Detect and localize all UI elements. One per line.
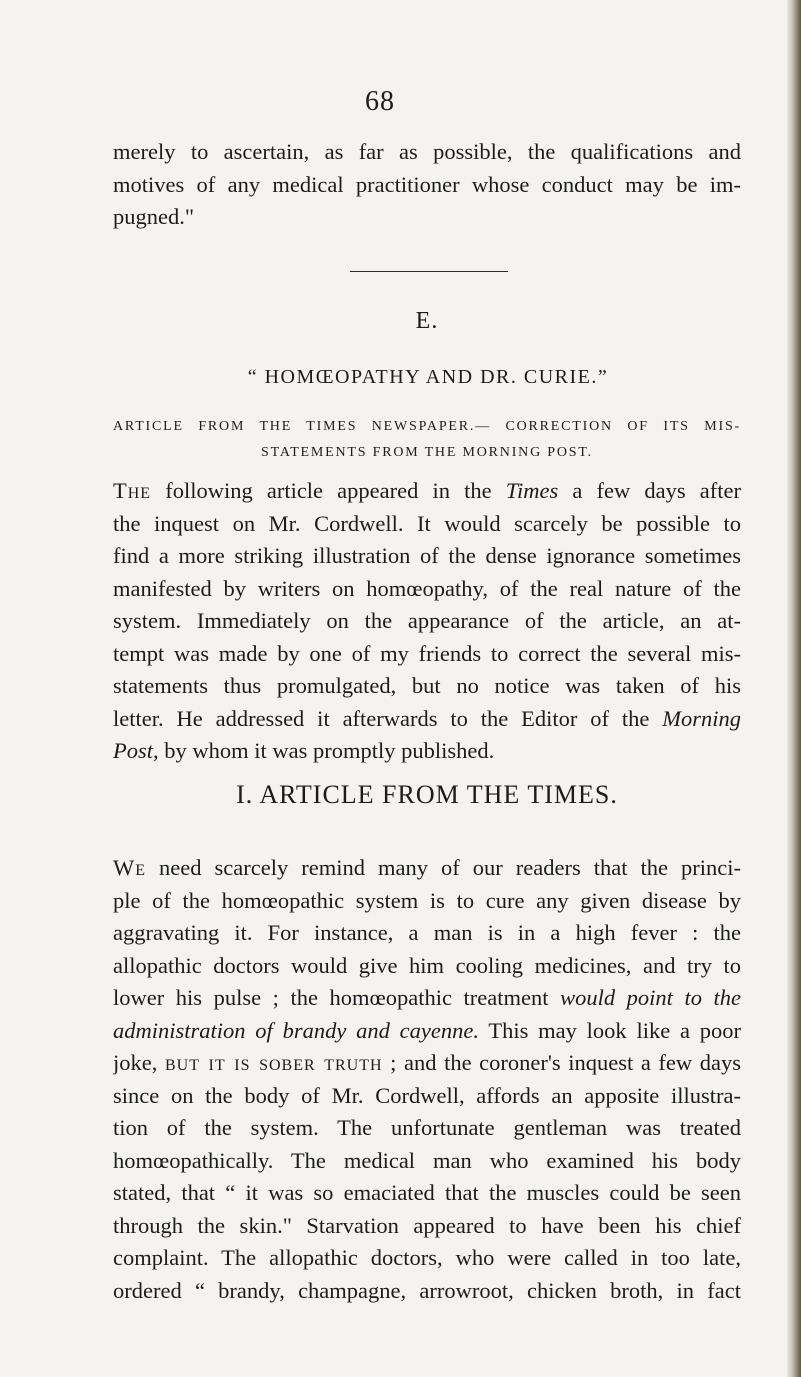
text-line: stated, that “ it was so emaciated that the muscles could be seen: [113, 1180, 741, 1205]
text-line: Post, by whom it was promptly published.: [113, 738, 495, 763]
small-caps-phrase: but it is sober truth: [164, 1050, 383, 1075]
text-line: through the skin." Starvation appeared to have been his chief: [113, 1212, 741, 1238]
text-line: ordered “ brandy, champagne, arrowroot, chicken broth, in fact: [113, 1277, 741, 1303]
section-divider: [350, 271, 508, 272]
text-line: complaint. The allopathic doctors, who were called in too late,: [113, 1245, 741, 1270]
opening-paragraph: [113, 136, 741, 234]
section-letter: E.: [415, 308, 439, 334]
text-line: administration of brandy and cayenne. This may look like a poor: [113, 1017, 741, 1043]
text-line: statements thus promulgated, but no notice was taken of his: [113, 673, 741, 698]
text-line: We need scarcely remind many of our readers that the princi-: [113, 855, 741, 880]
text-line: manifested by writers on homœopathy, of the real nature of the: [113, 575, 741, 601]
drop-word: The: [113, 478, 152, 503]
newspaper-name: Post,: [113, 738, 159, 763]
subheading-line: ARTICLE FROM THE TIMES NEWSPAPER.— CORRECTION OF ITS MIS-: [113, 419, 741, 434]
text-line: aggravating it. For instance, a man is in a high fever : the: [113, 920, 741, 945]
newspaper-name: Morning: [662, 705, 741, 731]
italic-phrase: administration of brandy and cayenne.: [113, 1017, 479, 1043]
text-line: homœopathically. The medical man who examined his body: [113, 1147, 741, 1173]
intro-paragraph: [113, 475, 741, 768]
section-title: “ HOMŒOPATHY AND DR. CURIE.”: [247, 366, 609, 388]
article-title: I. ARTICLE FROM THE TIMES.: [236, 780, 618, 809]
article-paragraph: [113, 852, 741, 1307]
text-line: since on the body of Mr. Cordwell, affords an apposite illustra-: [113, 1082, 741, 1108]
text-line: joke, but it is sober truth ; and the coroner's inquest a few days: [113, 1050, 741, 1075]
text-line: find a more striking illustration of the dense ignorance sometimes: [113, 543, 741, 568]
drop-word: We: [113, 855, 147, 880]
page-number: 68: [365, 86, 395, 117]
text-line: tion of the system. The unfortunate gentleman was treated: [113, 1115, 741, 1140]
text-line: allopathic doctors would give him cooling medicines, and try to: [113, 952, 741, 978]
text-line: The following article appeared in the Times a few days after: [113, 478, 741, 503]
text-line: pugned.": [113, 204, 195, 229]
subheading: [113, 414, 741, 466]
text-line: lower his pulse ; the homœopathic treatment would point to the: [113, 985, 741, 1010]
text-line: motives of any medical practitioner whose conduct may be im-: [113, 171, 741, 197]
italic-phrase: would point to the: [560, 985, 741, 1010]
text-line: ple of the homœopathic system is to cure any given disease by: [113, 887, 741, 913]
page-edge-shadow: [787, 0, 801, 1377]
text-line: tempt was made by one of my friends to correct the several mis-: [113, 640, 741, 666]
text-line: system. Immediately on the appearance of the article, an at-: [113, 608, 741, 633]
subheading-line: STATEMENTS FROM THE MORNING POST.: [261, 445, 593, 460]
newspaper-name: Times: [505, 478, 559, 503]
text-line: merely to ascertain, as far as possible, the qualifications and: [113, 139, 741, 164]
text-line: letter. He addressed it afterwards to the Editor of the Morning: [113, 705, 741, 731]
text-line: the inquest on Mr. Cordwell. It would scarcely be possible to: [113, 510, 741, 536]
